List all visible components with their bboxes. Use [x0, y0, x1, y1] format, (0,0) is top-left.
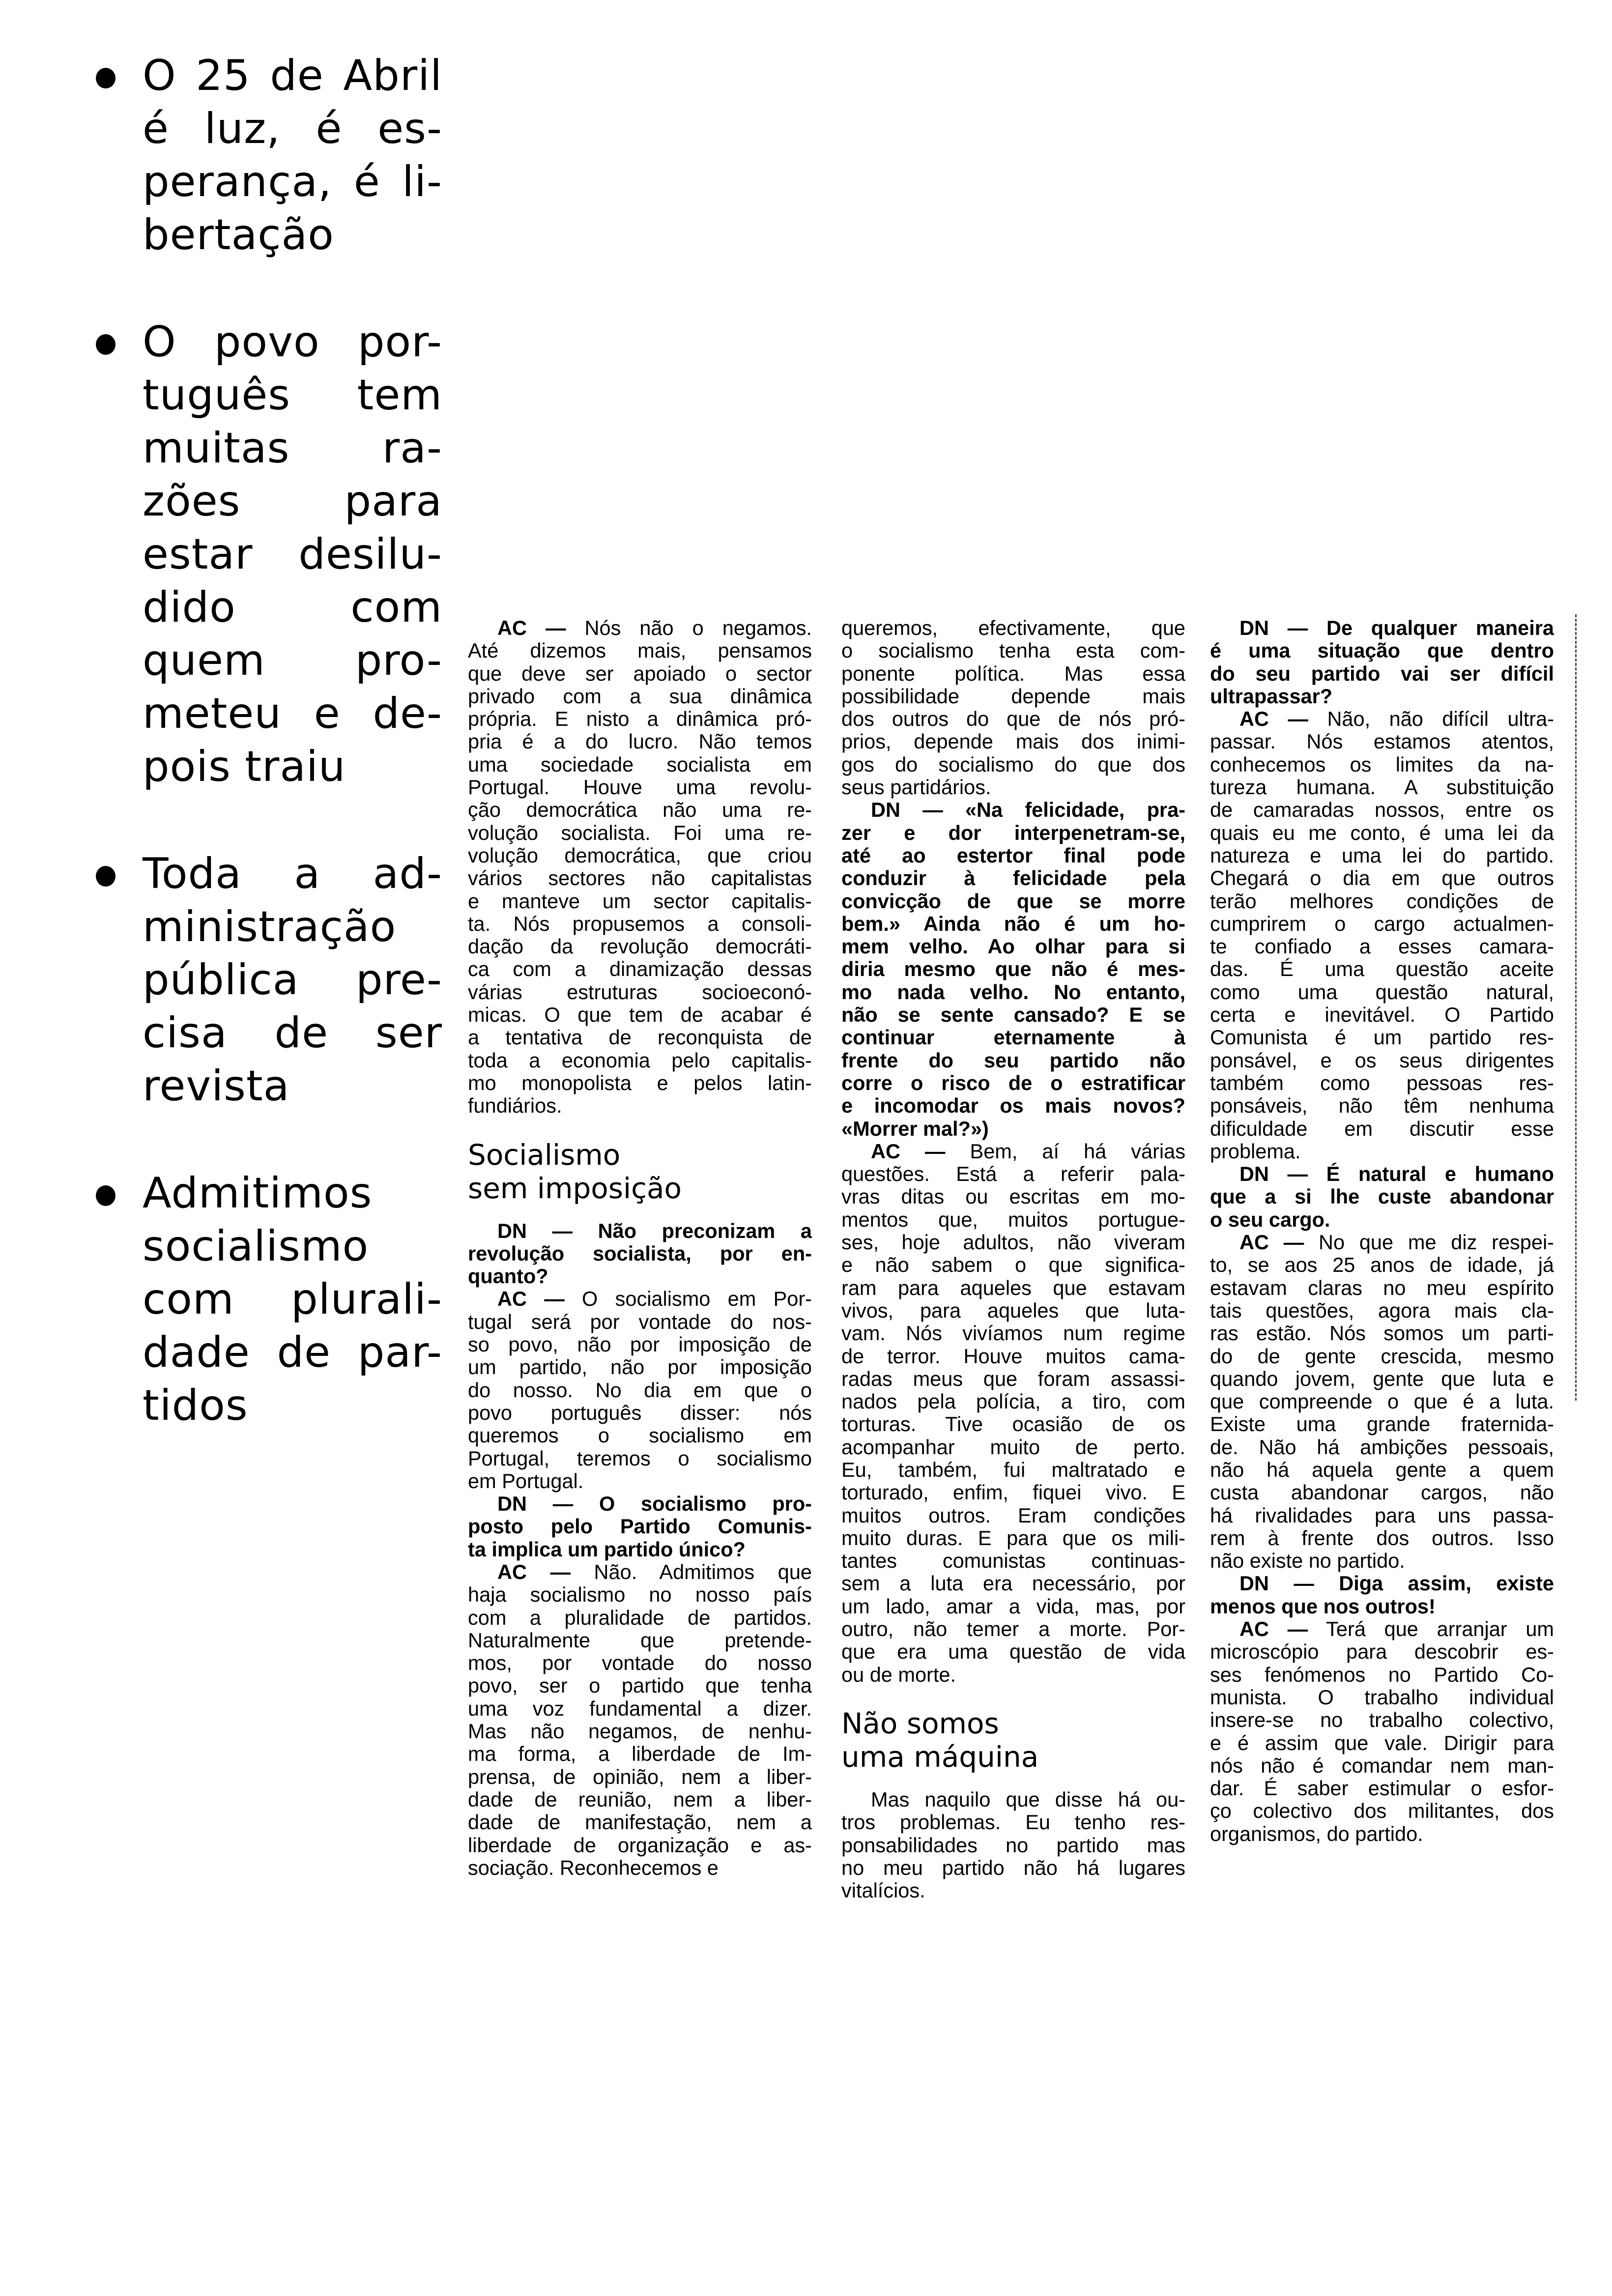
text-line: não existe no partido.	[1210, 1550, 1405, 1573]
text-line: frente do seu partido não	[841, 1049, 1185, 1072]
text-line: povo, ser o partido que tenha	[468, 1674, 812, 1697]
text-line: dificuldade em discutir esse	[1210, 1117, 1554, 1140]
pull-quote-text	[143, 49, 442, 261]
text-line: prensa, de opinião, nem a liber-	[468, 1765, 812, 1788]
text-line: mo nada velho. No entanto,	[841, 980, 1185, 1004]
speaker-label: DN —	[871, 799, 943, 822]
text-line	[468, 1288, 812, 1310]
text-line: quanto?	[468, 1265, 548, 1288]
text-line: radas meus que foram assassi-	[841, 1367, 1185, 1390]
text-line: até ao estertor final pode	[841, 844, 1185, 867]
text-line: tantes comunistas continuas-	[841, 1550, 1185, 1573]
speaker-label: AC —	[871, 1140, 946, 1163]
text-run: O socialismo em Por-	[564, 1288, 812, 1311]
text-line: e não sabem o que significa-	[841, 1254, 1185, 1277]
text-line: mentos que, muitos portugue-	[841, 1208, 1185, 1231]
bullet-icon	[96, 866, 115, 887]
pull-quote	[88, 1167, 442, 1432]
pull-quote-line: Toda a ad-	[143, 849, 442, 898]
text-run: Não preconizam a	[573, 1219, 812, 1242]
text-run: Diga assim, existe	[1314, 1572, 1554, 1595]
text-line: diria mesmo que não é mes-	[841, 958, 1185, 981]
text-line: certa e inevitável. O Partido	[1210, 1004, 1554, 1027]
pull-quotes	[88, 49, 442, 1486]
text-line: vitalícios.	[841, 1879, 925, 1902]
text-line: micas. O que tem de acabar é	[468, 1004, 812, 1027]
answer-paragraph	[1210, 1231, 1554, 1572]
pull-quote-line: pública pre-	[143, 955, 442, 1004]
text-run: Não. Admitimos que	[571, 1560, 812, 1583]
text-line: queremos, efectivamente, que	[841, 617, 1185, 639]
pull-quote-line: zões para	[143, 477, 442, 526]
pull-quote-line: quem pro-	[143, 636, 442, 685]
text-line: dar. É saber estimular o esfor-	[1210, 1777, 1554, 1800]
text-line: ras estão. Nós somos um parti-	[1210, 1322, 1554, 1345]
text-line: um lado, amar a vida, mas, por	[841, 1595, 1185, 1618]
question-paragraph	[1210, 617, 1554, 708]
subheading-line: sem imposição	[468, 1171, 682, 1205]
text-line	[468, 1561, 812, 1583]
text-line: conduzir à felicidade pela	[841, 867, 1185, 890]
text-line: dação da revolução democráti-	[468, 935, 812, 958]
text-line: não há aquela gente a quem	[1210, 1458, 1554, 1481]
text-line: de camaradas nossos, entre os	[1210, 799, 1554, 822]
speaker-label: AC —	[1239, 1618, 1308, 1641]
text-line: ção democrática não uma re-	[468, 799, 812, 822]
text-line	[1210, 1231, 1554, 1254]
text-line	[1210, 708, 1554, 730]
text-line: vivos, para aqueles que luta-	[841, 1299, 1185, 1322]
text-run: «Na felicidade, pra-	[943, 799, 1185, 822]
section-subheading	[841, 1707, 1185, 1774]
subheading-line: Socialismo	[468, 1138, 621, 1172]
text-line: vam. Nós vivíamos num regime	[841, 1322, 1185, 1345]
article-column-1	[468, 617, 812, 1879]
text-line: terão melhores condições de	[1210, 890, 1554, 913]
speaker-label: AC —	[1239, 1231, 1304, 1254]
text-line	[468, 1220, 812, 1242]
text-line: convicção de que se morre	[841, 890, 1185, 913]
text-line	[1210, 1572, 1554, 1595]
text-line: muitos outros. Eram condições	[841, 1504, 1185, 1527]
speaker-label: AC —	[497, 1288, 565, 1311]
pull-quote-line: com plurali-	[143, 1275, 442, 1324]
bullet-icon	[96, 1185, 115, 1206]
text-line	[841, 799, 1185, 821]
speaker-label: AC —	[1239, 708, 1308, 731]
pull-quote-line: tuguês tem	[143, 371, 442, 420]
text-line: gos do socialismo do que dos	[841, 753, 1185, 776]
text-run: De qualquer maneira	[1308, 617, 1554, 639]
pull-quote-line: meteu e de-	[143, 689, 442, 738]
text-line: Comunista é um partido res-	[1210, 1026, 1554, 1049]
text-line: questões. Está a referir pala-	[841, 1163, 1185, 1186]
text-line: muito duras. E para que os mili-	[841, 1526, 1185, 1550]
pull-quote-line: é luz, é es-	[143, 104, 442, 153]
text-line: ultrapassar?	[1210, 685, 1333, 708]
text-line: toda a economia pelo capitalis-	[468, 1049, 812, 1072]
text-line: Até dizemos mais, pensamos	[468, 639, 812, 662]
text-line	[841, 1140, 1185, 1163]
text-line: ca com a dinamização dessas	[468, 958, 812, 981]
pull-quote-text	[143, 847, 442, 1113]
text-run: Não, não difícil ultra-	[1308, 708, 1554, 731]
text-line: de terror. Houve muitos cama-	[841, 1345, 1185, 1368]
text-line: um partido, não por imposição	[468, 1356, 812, 1379]
text-line: das. É uma questão aceite	[1210, 958, 1554, 981]
text-run: No que me diz respei-	[1304, 1231, 1554, 1254]
text-line: também como pessoas res-	[1210, 1071, 1554, 1094]
text-line: do nosso. No dia em que o	[468, 1378, 812, 1402]
question-paragraph	[1210, 1163, 1554, 1231]
speaker-label: DN —	[1239, 617, 1308, 639]
text-line: so povo, não por imposição de	[468, 1333, 812, 1356]
text-run: Bem, aí há várias	[945, 1140, 1185, 1163]
pull-quote-line: bertação	[143, 210, 334, 259]
text-line: que deve ser apoiado o sector	[468, 662, 812, 685]
speaker-label: DN —	[1239, 1163, 1308, 1186]
text-line: há rivalidades para uns passa-	[1210, 1504, 1554, 1527]
text-line: Eu, também, fui maltratado e	[841, 1458, 1185, 1481]
text-line: Mas naquilo que disse há ou-	[871, 1788, 1185, 1811]
text-line: própria. E nisto a dinâmica pró-	[468, 708, 812, 731]
text-line: torturas. Tive ocasião de os	[841, 1413, 1185, 1436]
text-line: do seu partido vai ser difícil	[1210, 662, 1554, 685]
text-line: e incomodar os mais novos?	[841, 1094, 1185, 1118]
text-line: vários sectores não capitalistas	[468, 867, 812, 890]
text-line: haja socialismo no nosso país	[468, 1583, 812, 1607]
text-line: dos outros do que de nós pró-	[841, 708, 1185, 731]
text-line: ponsável, e os seus dirigentes	[1210, 1049, 1554, 1072]
speaker-label: AC —	[497, 617, 566, 639]
text-line: dade de manifestação, nem a	[468, 1811, 812, 1834]
text-line: possibilidade depende mais	[841, 685, 1185, 708]
speaker-label: DN —	[1239, 1572, 1314, 1595]
text-line: posto pelo Partido Comunis-	[468, 1515, 812, 1538]
text-line: vras ditas ou escritas em mo-	[841, 1185, 1185, 1208]
text-line: torturado, enfim, fiquei vivo. E	[841, 1481, 1185, 1504]
text-line: com a pluralidade de partidos.	[468, 1606, 812, 1629]
speaker-label: DN —	[497, 1219, 573, 1242]
text-line: outro, não temer a morte. Por-	[841, 1618, 1185, 1641]
text-line: rem à frente dos outros. Isso	[1210, 1526, 1554, 1550]
text-line: corre o risco de o estratificar	[841, 1071, 1185, 1094]
text-line: de. Não há ambições pessoais,	[1210, 1435, 1554, 1459]
text-line: quando jovem, gente que luta e	[1210, 1367, 1554, 1390]
pull-quote-line: Admitimos	[143, 1169, 373, 1218]
text-line: mem velho. Ao olhar para si	[841, 935, 1185, 958]
text-line: continuar eternamente à	[841, 1026, 1185, 1049]
text-line: privado com a sua dinâmica	[468, 685, 812, 708]
pull-quote-line: muitas ra-	[143, 424, 442, 473]
bullet-icon	[96, 68, 115, 88]
text-line: natureza e uma lei do partido.	[1210, 844, 1554, 867]
text-line: «Morrer mal?»)	[841, 1117, 989, 1140]
text-line: tros problemas. Eu tenho res-	[841, 1811, 1185, 1834]
text-line: fundiários.	[468, 1094, 562, 1118]
text-line: que compreende o que é a luta.	[1210, 1390, 1554, 1413]
text-line: nados pela polícia, a tiro, com	[841, 1390, 1185, 1413]
answer-paragraph	[468, 1288, 812, 1492]
text-line: e manteve um sector capitalis-	[468, 890, 812, 913]
text-line: Portugal, teremos o socialismo	[468, 1447, 812, 1470]
text-line: microscópio para descobrir es-	[1210, 1640, 1554, 1664]
text-line: pria é a do lucro. Não temos	[468, 730, 812, 753]
text-line: tugal será por vontade do nos-	[468, 1310, 812, 1333]
text-line: mo monopolista e pelos latin-	[468, 1071, 812, 1094]
text-line: custa abandonar cargos, não	[1210, 1481, 1554, 1504]
text-line: to, se aos 25 anos de idade, já	[1210, 1254, 1554, 1277]
text-line: que era uma questão de vida	[841, 1640, 1185, 1664]
text-line: queremos o socialismo em	[468, 1424, 812, 1447]
text-line: a tentativa de reconquista de	[468, 1026, 812, 1049]
question-paragraph	[468, 1220, 812, 1288]
text-line: ponsáveis, não têm nenhuma	[1210, 1094, 1554, 1118]
answer-paragraph	[468, 617, 812, 1118]
text-line: nós não é comandar nem man-	[1210, 1754, 1554, 1777]
text-line: em Portugal.	[468, 1469, 584, 1492]
text-line	[468, 1492, 812, 1515]
text-line: munista. O trabalho individual	[1210, 1686, 1554, 1709]
text-line: passar. Nós estamos atentos,	[1210, 730, 1554, 753]
text-line	[1210, 617, 1554, 639]
text-line: ta. Nós propusemos a consoli-	[468, 912, 812, 935]
text-run: Nós não o negamos.	[566, 617, 812, 639]
text-line: Existe uma grande fraternida-	[1210, 1413, 1554, 1436]
text-line: como uma questão natural,	[1210, 980, 1554, 1004]
text-line: e é assim que vale. Dirigir para	[1210, 1731, 1554, 1754]
text-line: zer e dor interpenetram-se,	[841, 821, 1185, 844]
text-line: ses fenómenos no Partido Co-	[1210, 1663, 1554, 1686]
text-line: ram para aqueles que estavam	[841, 1276, 1185, 1299]
text-line: uma voz fundamental a dizer.	[468, 1697, 812, 1720]
text-line: quais eu me conto, é uma lei da	[1210, 821, 1554, 844]
text-line: no meu partido não há lugares	[841, 1856, 1185, 1879]
text-line	[1210, 1618, 1554, 1640]
answer-paragraph	[841, 1140, 1185, 1686]
text-line: uma sociedade socialista em	[468, 753, 812, 776]
text-line: o seu cargo.	[1210, 1208, 1330, 1231]
answer-paragraph	[841, 617, 1185, 799]
pull-quote	[88, 316, 442, 793]
pull-quote-line: estar desilu-	[143, 530, 442, 579]
question-paragraph	[468, 1492, 812, 1561]
pull-quote-line: dido com	[143, 583, 442, 632]
pull-quote-line: revista	[143, 1062, 290, 1111]
text-line: conhecemos os limites da na-	[1210, 753, 1554, 776]
answer-paragraph	[1210, 708, 1554, 1163]
text-line: que a si lhe custe abandonar	[1210, 1185, 1554, 1208]
text-line: do de gente crescida, mesmo	[1210, 1345, 1554, 1368]
bullet-icon	[96, 334, 115, 355]
pull-quote-line: dade de par-	[143, 1328, 442, 1377]
text-line: prios, depende mais dos inimi-	[841, 730, 1185, 753]
text-line: ponente política. Mas essa	[841, 662, 1185, 685]
text-line: te confiado a esses camara-	[1210, 935, 1554, 958]
text-line: ou de morte.	[841, 1663, 956, 1686]
text-line: ponsabilidades no partido mas	[841, 1834, 1185, 1857]
text-line: seus partidários.	[841, 776, 991, 799]
pull-quote-line: pois traiu	[143, 742, 346, 791]
text-line: ma forma, a liberdade de Im-	[468, 1743, 812, 1766]
text-line: dade de reunião, nem a liber-	[468, 1788, 812, 1811]
text-line: Naturalmente que pretende-	[468, 1629, 812, 1652]
speaker-label: AC —	[497, 1560, 571, 1583]
text-line: volução democrática, que criou	[468, 844, 812, 867]
text-run: O socialismo pro-	[573, 1492, 812, 1516]
text-line: liberdade de organização e as-	[468, 1834, 812, 1857]
text-line: revolução socialista, por en-	[468, 1242, 812, 1265]
text-line: insere-se no trabalho colectivo,	[1210, 1709, 1554, 1732]
text-line: estavam claras no meu espírito	[1210, 1276, 1554, 1299]
answer-paragraph	[468, 1561, 812, 1879]
pull-quote-line: O 25 de Abril	[143, 51, 442, 100]
column-rule	[1575, 614, 1577, 1401]
text-run: É natural e humano	[1308, 1163, 1554, 1186]
text-line: Portugal. Houve uma revolu-	[468, 776, 812, 799]
text-line: tureza humana. A substituição	[1210, 776, 1554, 799]
pull-quote-line: tidos	[143, 1381, 248, 1430]
text-line: acompanhar muito de perto.	[841, 1435, 1185, 1459]
subheading-line: Não somos	[841, 1706, 999, 1740]
text-line: não se sente cansado? E se	[841, 1004, 1185, 1027]
pull-quote-text	[143, 1167, 442, 1432]
text-line: várias estruturas socioeconó-	[468, 980, 812, 1004]
text-line: organismos, do partido.	[1210, 1822, 1423, 1845]
text-line: menos que nos outros!	[1210, 1595, 1436, 1618]
text-line: Mas não negamos, de nenhu-	[468, 1720, 812, 1743]
question-paragraph	[1210, 1572, 1554, 1618]
pull-quote-line: cisa de ser	[143, 1008, 442, 1058]
pull-quote-line: ministração	[143, 902, 397, 951]
section-subheading	[468, 1138, 812, 1205]
text-line: ses, hoje adultos, não viveram	[841, 1231, 1185, 1254]
pull-quote-line: socialismo	[143, 1222, 369, 1271]
text-line: é uma situação que dentro	[1210, 639, 1554, 662]
text-run: Terá que arranjar um	[1308, 1618, 1554, 1641]
answer-paragraph	[1210, 1618, 1554, 1845]
text-line: Chegará o dia em que outros	[1210, 867, 1554, 890]
subheading-line: uma máquina	[841, 1740, 1039, 1774]
text-line: problema.	[1210, 1140, 1301, 1163]
text-line: o socialismo tenha esta com-	[841, 639, 1185, 662]
text-line: ço colectivo dos militantes, dos	[1210, 1800, 1554, 1823]
article-column-3	[1210, 617, 1554, 1845]
article-column-2	[841, 617, 1185, 1902]
text-line: cumprirem o cargo actualmen-	[1210, 912, 1554, 935]
text-line	[468, 617, 812, 639]
answer-paragraph	[841, 1788, 1185, 1902]
text-line: povo português disser: nós	[468, 1401, 812, 1424]
pull-quote	[88, 49, 442, 261]
text-line: bem.» Ainda não é um ho-	[841, 912, 1185, 935]
pull-quote-text	[143, 316, 442, 793]
text-line: mos, por vontade do nosso	[468, 1652, 812, 1675]
pull-quote-line: perança, é li-	[143, 157, 442, 206]
text-line: tais questões, agora mais cla-	[1210, 1299, 1554, 1322]
speaker-label: DN —	[497, 1492, 574, 1516]
text-line	[1210, 1163, 1554, 1185]
question-paragraph	[841, 799, 1185, 1140]
text-line: sem a luta era necessário, por	[841, 1572, 1185, 1595]
text-line: volução socialista. Foi uma re-	[468, 821, 812, 844]
pull-quote-line: O povo por-	[143, 317, 442, 367]
pull-quote	[88, 847, 442, 1113]
text-line: sociação. Reconhecemos e	[468, 1856, 719, 1879]
text-line: ta implica um partido único?	[468, 1538, 746, 1561]
